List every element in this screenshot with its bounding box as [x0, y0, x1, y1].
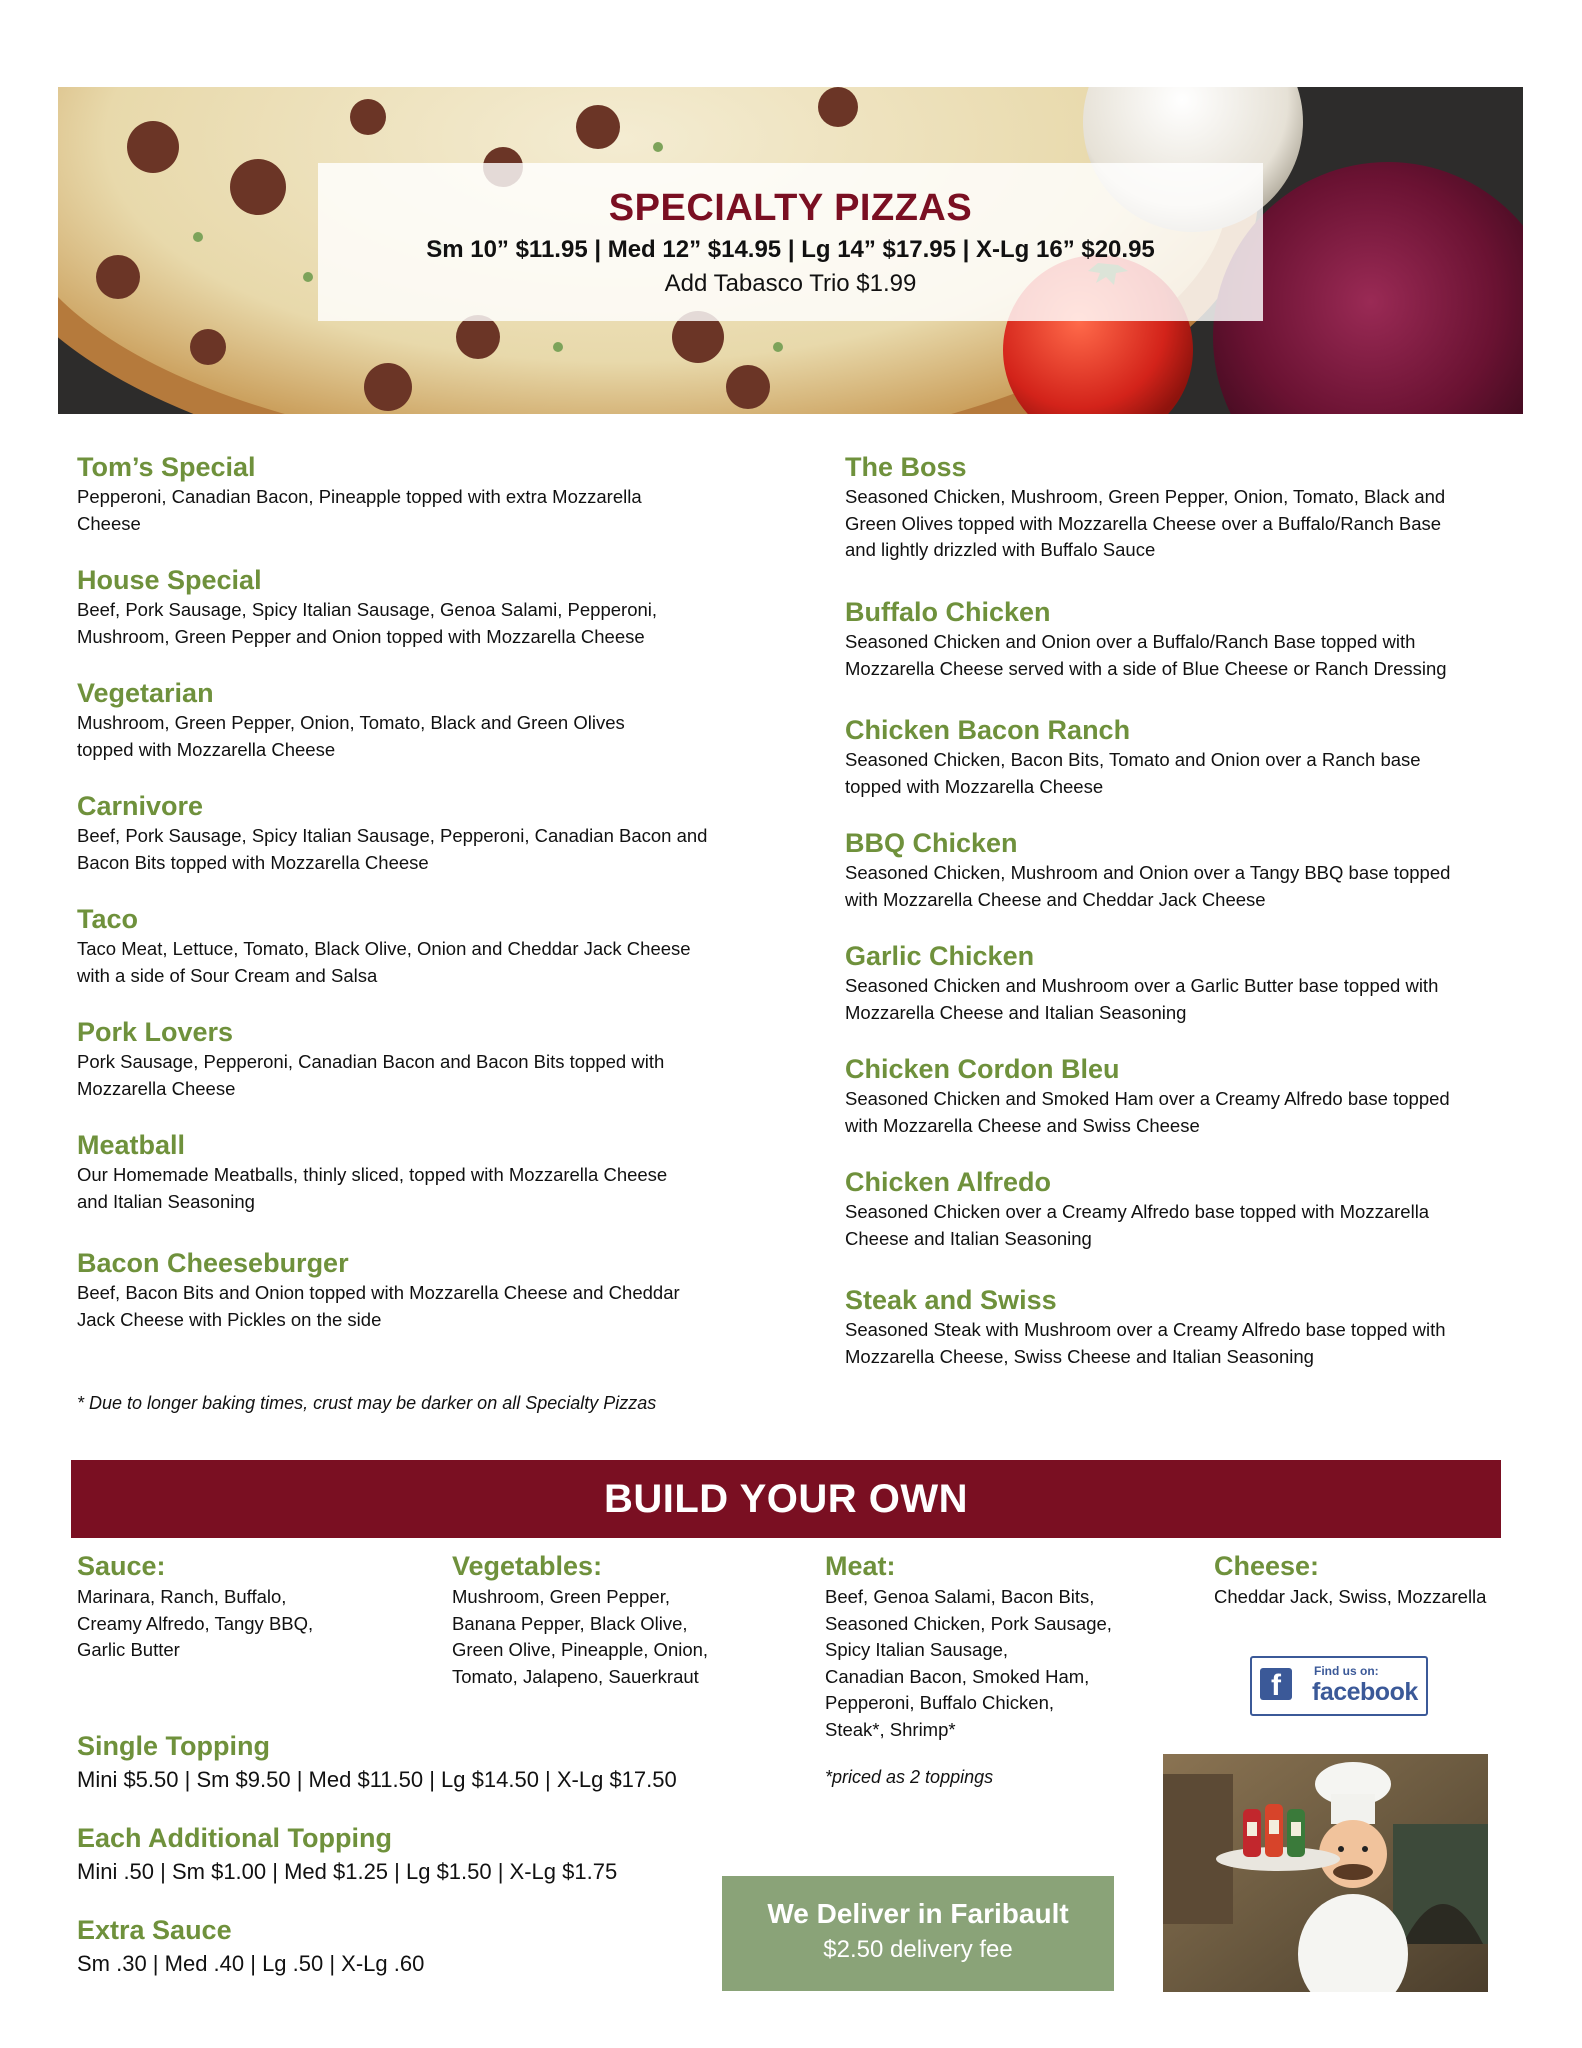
vegetables-heading: Vegetables:: [452, 1551, 603, 1581]
menu-item-description: Beef, Pork Sausage, Spicy Italian Sausage, Genoa Salami, Pepperoni, Mushroom, Green Pepper and Onion topped with Mozzarella Cheese: [77, 599, 658, 647]
menu-item-name: Taco: [77, 904, 139, 934]
chef-figurine-photo: [1163, 1754, 1488, 1992]
menu-item-description: Seasoned Chicken over a Creamy Alfredo base topped with Mozzarella Cheese and Italian Seasoning: [845, 1201, 1430, 1249]
menu-item: [845, 1165, 1545, 1252]
additional-topping-heading: Each Additional Topping: [77, 1823, 392, 1853]
menu-item-description: Seasoned Chicken and Onion over a Buffalo/Ranch Base topped with Mozzarella Cheese served with a side of Blue Cheese or Ranch Dressing: [845, 631, 1447, 679]
cheese-options: [1214, 1548, 1486, 1611]
menu-item-name: Chicken Cordon Bleu: [845, 1054, 1120, 1084]
menu-item-description: Seasoned Steak with Mushroom over a Creamy Alfredo base topped with Mozzarella Cheese, Swiss Cheese and Italian Seasoning: [845, 1319, 1446, 1367]
menu-item-description: Seasoned Chicken and Smoked Ham over a Creamy Alfredo base topped with Mozzarella Cheese and Swiss Cheese: [845, 1088, 1450, 1136]
vegetable-options: [452, 1548, 708, 1690]
menu-item-description: Taco Meat, Lettuce, Tomato, Black Olive, Onion and Cheddar Jack Cheese with a side of Sour Cream and Salsa: [77, 938, 691, 986]
menu-item-name: Chicken Bacon Ranch: [845, 715, 1131, 745]
hero-banner: [58, 87, 1523, 414]
build-your-own-header: BUILD YOUR OWN: [71, 1460, 1501, 1538]
menu-item-name: Pork Lovers: [77, 1017, 234, 1047]
menu-item-name: Meatball: [77, 1130, 186, 1160]
additional-topping-pricing: [77, 1820, 797, 1888]
menu-item-name: Steak and Swiss: [845, 1285, 1057, 1315]
menu-item-description: Mushroom, Green Pepper, Onion, Tomato, Black and Green Olives topped with Mozzarella Cheese: [77, 712, 625, 760]
menu-item: [77, 1246, 777, 1333]
menu-item-name: Carnivore: [77, 791, 204, 821]
facebook-find-label: Find us on:: [1314, 1664, 1379, 1678]
menu-item: [77, 789, 777, 876]
menu-item-name: Garlic Chicken: [845, 941, 1035, 971]
menu-item-name: House Special: [77, 565, 262, 595]
menu-item: [77, 1015, 777, 1102]
facebook-badge[interactable]: [1250, 1656, 1428, 1716]
meat-options: [825, 1548, 1112, 1743]
menu-item-description: Seasoned Chicken, Mushroom and Onion over a Tangy BBQ base topped with Mozzarella Cheese and Cheddar Jack Cheese: [845, 862, 1451, 910]
menu-item: [77, 1128, 777, 1215]
menu-item-name: Chicken Alfredo: [845, 1167, 1052, 1197]
menu-item: [77, 676, 777, 763]
facebook-wordmark: facebook: [1312, 1678, 1418, 1706]
extra-sauce-heading: Extra Sauce: [77, 1915, 232, 1945]
menu-item-name: BBQ Chicken: [845, 828, 1018, 858]
menu-item-name: Tom’s Special: [77, 452, 256, 482]
meat-list: Beef, Genoa Salami, Bacon Bits, Seasoned Chicken, Pork Sausage, Spicy Italian Sausage, Canadian Bacon, Smoked Ham, Pepperoni, Buffalo Chicken, Steak*, Shrimp*: [825, 1586, 1112, 1740]
menu-item: [845, 450, 1545, 564]
menu-item-description: Pepperoni, Canadian Bacon, Pineapple topped with extra Mozzarella Cheese: [77, 486, 642, 534]
additional-topping-prices: Mini .50 | Sm $1.00 | Med $1.25 | Lg $1.50 | X-Lg $1.75: [77, 1859, 618, 1884]
sauce-heading: Sauce:: [77, 1551, 166, 1581]
meat-heading: Meat:: [825, 1551, 896, 1581]
delivery-banner: [722, 1876, 1114, 1991]
menu-item-description: Beef, Pork Sausage, Spicy Italian Sausage, Pepperoni, Canadian Bacon and Bacon Bits topped with Mozzarella Cheese: [77, 825, 708, 873]
menu-item: [845, 1283, 1545, 1370]
menu-item-name: Bacon Cheeseburger: [77, 1248, 349, 1278]
menu-item-description: Our Homemade Meatballs, thinly sliced, topped with Mozzarella Cheese and Italian Seasoning: [77, 1164, 668, 1212]
sauce-list: Marinara, Ranch, Buffalo, Creamy Alfredo, Tangy BBQ, Garlic Butter: [77, 1586, 314, 1660]
menu-item-description: Seasoned Chicken, Mushroom, Green Pepper, Onion, Tomato, Black and Green Olives topped with Mozzarella Cheese over a Buffalo/Ranch Base and lightly drizzled with Buffalo Sauce: [845, 486, 1446, 560]
menu-item-description: Seasoned Chicken and Mushroom over a Garlic Butter base topped with Mozzarella Cheese and Italian Seasoning: [845, 975, 1439, 1023]
priced-note: *priced as 2 toppings: [825, 1767, 994, 1787]
delivery-fee: $2.50 delivery fee: [823, 1936, 1013, 1963]
single-topping-prices: Mini $5.50 | Sm $9.50 | Med $11.50 | Lg $14.50 | X-Lg $17.50: [77, 1767, 677, 1792]
extra-sauce-prices: Sm .30 | Med .40 | Lg .50 | X-Lg .60: [77, 1951, 425, 1976]
single-topping-heading: Single Topping: [77, 1731, 270, 1761]
menu-item-description: Beef, Bacon Bits and Onion topped with Mozzarella Cheese and Cheddar Jack Cheese with Pickles on the side: [77, 1282, 680, 1330]
crust-note: * Due to longer baking times, crust may be darker on all Specialty Pizzas: [77, 1393, 657, 1413]
menu-item: [77, 450, 777, 537]
menu-item: [845, 826, 1545, 913]
menu-item-name: Buffalo Chicken: [845, 597, 1051, 627]
delivery-title: We Deliver in Faribault: [767, 1898, 1069, 1929]
menu-item: [77, 563, 777, 650]
menu-item: [845, 713, 1545, 800]
cheese-list: Cheddar Jack, Swiss, Mozzarella: [1214, 1586, 1487, 1607]
facebook-icon: f: [1260, 1668, 1292, 1700]
single-topping-pricing: [77, 1728, 797, 1796]
page-title: SPECIALTY PIZZAS: [608, 187, 973, 229]
size-prices: Sm 10” $11.95 | Med 12” $14.95 | Lg 14” $17.95 | X-Lg 16” $20.95: [426, 236, 1155, 263]
menu-item-name: The Boss: [845, 452, 967, 482]
menu-item-description: Pork Sausage, Pepperoni, Canadian Bacon and Bacon Bits topped with Mozzarella Cheese: [77, 1051, 665, 1099]
menu-item-name: Vegetarian: [77, 678, 214, 708]
menu-item: [845, 1052, 1545, 1139]
menu-item-description: Seasoned Chicken, Bacon Bits, Tomato and Onion over a Ranch base topped with Mozzarella Cheese: [845, 749, 1421, 797]
cheese-heading: Cheese:: [1214, 1551, 1320, 1581]
menu-item: [845, 595, 1545, 682]
addon-price: Add Tabasco Trio $1.99: [664, 270, 917, 297]
menu-item: [77, 902, 777, 989]
hero-title-panel: [318, 163, 1263, 321]
menu-item: [845, 939, 1545, 1026]
sauce-options: [77, 1548, 313, 1664]
vegetables-list: Mushroom, Green Pepper, Banana Pepper, Black Olive, Green Olive, Pineapple, Onion, Tomato, Jalapeno, Sauerkraut: [452, 1586, 709, 1687]
extra-sauce-pricing: [77, 1912, 797, 1980]
